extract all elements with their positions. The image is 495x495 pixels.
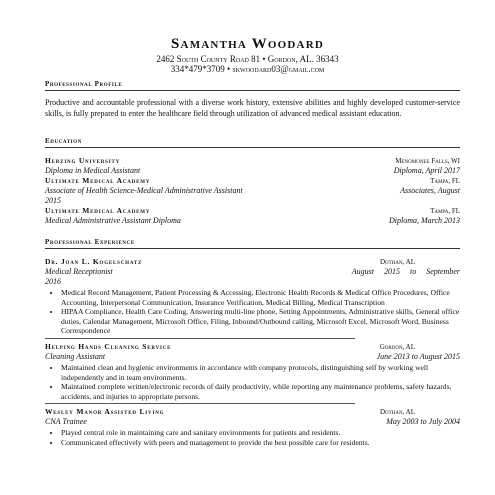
job-dates: June 2013 to August 2015 [376, 351, 460, 361]
job-dates: May 2003 to July 2004 [386, 417, 460, 427]
school-name: Herzing University [45, 156, 121, 165]
duty-item: • Played central role in maintaining care and sanitary environments for patients and residents. [61, 428, 460, 438]
degree-date: Associates, August [400, 186, 460, 195]
job-dates-continued: 2016 [45, 277, 61, 286]
education-entry [45, 156, 460, 166]
education-heading: Education [45, 137, 460, 148]
profile-section [45, 80, 460, 119]
degree: Medical Administrative Assistant Diploma [45, 216, 181, 225]
degree-date: Diploma, March 2013 [388, 216, 460, 225]
contact-address: 2462 South County Road 81 • Gordon, AL. 36343 [156, 54, 339, 64]
job-duties [45, 363, 460, 401]
degree: Associate of Health Science-Medical Administrative Assistant [45, 186, 243, 195]
profile-heading: Professional Profile [45, 80, 460, 91]
school-location: Tampa, FL [430, 177, 460, 185]
duty-item: • Communicated effectively with peers and management to provide the best possible care for residents. [61, 438, 460, 448]
divider [45, 403, 355, 404]
experience-heading: Professional Experience [45, 238, 460, 249]
duty-item: • Maintained clean and hygienic environments in accordance with company protocols, distinguishing self by working well independently and in team environments. [61, 363, 460, 382]
employer-name: Dr. Joan L. Kogelschatz [45, 257, 143, 266]
duty-item: • HIPAA Compliance, Health Care Coding, Answering multi-line phone, Setting Appointments, Administrative skills, General office duties, Calendar Management, Microsoft Office, Filing, Inbound/Outbound calling, Microsoft Excel, Microsoft Word, Business Correspondence [61, 307, 460, 336]
job-title: CNA Trainee [45, 417, 87, 427]
job-duties [45, 288, 460, 336]
school-name: Ultimate Medical Academy [45, 176, 151, 185]
education-entry [45, 176, 460, 186]
employer-name: Helping Hands Cleaning Service [45, 341, 172, 351]
degree: Diploma in Medical Assistant [45, 166, 141, 175]
job-entry [45, 257, 460, 339]
job-entry [45, 407, 460, 447]
job-entry [45, 342, 460, 404]
degree-date-continued: 2015 [45, 196, 61, 205]
employer-location: Dothan, AL [380, 408, 415, 417]
employer-location: Gordon, AL [379, 342, 415, 351]
experience-section [45, 238, 460, 448]
duty-item: • Medical Record Management, Patient Processing & Accessing, Electronic Health Records & Medical Office Procedures, Office Accounting, Interpersonal Communication, Insurance Verification, Medical Billing, Medical Transcription [61, 288, 460, 307]
divider [45, 338, 355, 339]
job-title: Cleaning Assistant [45, 351, 106, 361]
contact-phone-email: 334*479*3709 • skwoodard03@gmail.com [170, 64, 325, 74]
job-title: Medical Receptionist [45, 267, 113, 276]
resume-name: Samantha Woodard [171, 36, 324, 52]
job-duties [45, 428, 460, 447]
profile-text: Productive and accountable professional with a diverse work history, extensive abilities and highly developed customer-service skills, is fully prepared to enter the healthcare field through utilization of advanced medical assistant education. [45, 98, 460, 118]
degree-date: Diploma, April 2017 [393, 166, 460, 175]
education-section [45, 137, 460, 226]
employer-name: Wesley Manor Assisted Living [45, 407, 165, 417]
school-location: Tampa, FL [430, 207, 460, 215]
school-name: Ultimate Medical Academy [45, 206, 151, 215]
job-dates: August 2015 to September [351, 267, 460, 276]
employer-location: Dothan, AL [380, 258, 415, 266]
duty-item: • Maintained complete written/electronic records of daily productivity, while reporting any maintenance problems, safety hazards, accidents, and injuries to appropriate persons. [61, 382, 460, 401]
education-entry [45, 206, 460, 216]
school-location: Menomonee Falls, WI [395, 157, 460, 165]
